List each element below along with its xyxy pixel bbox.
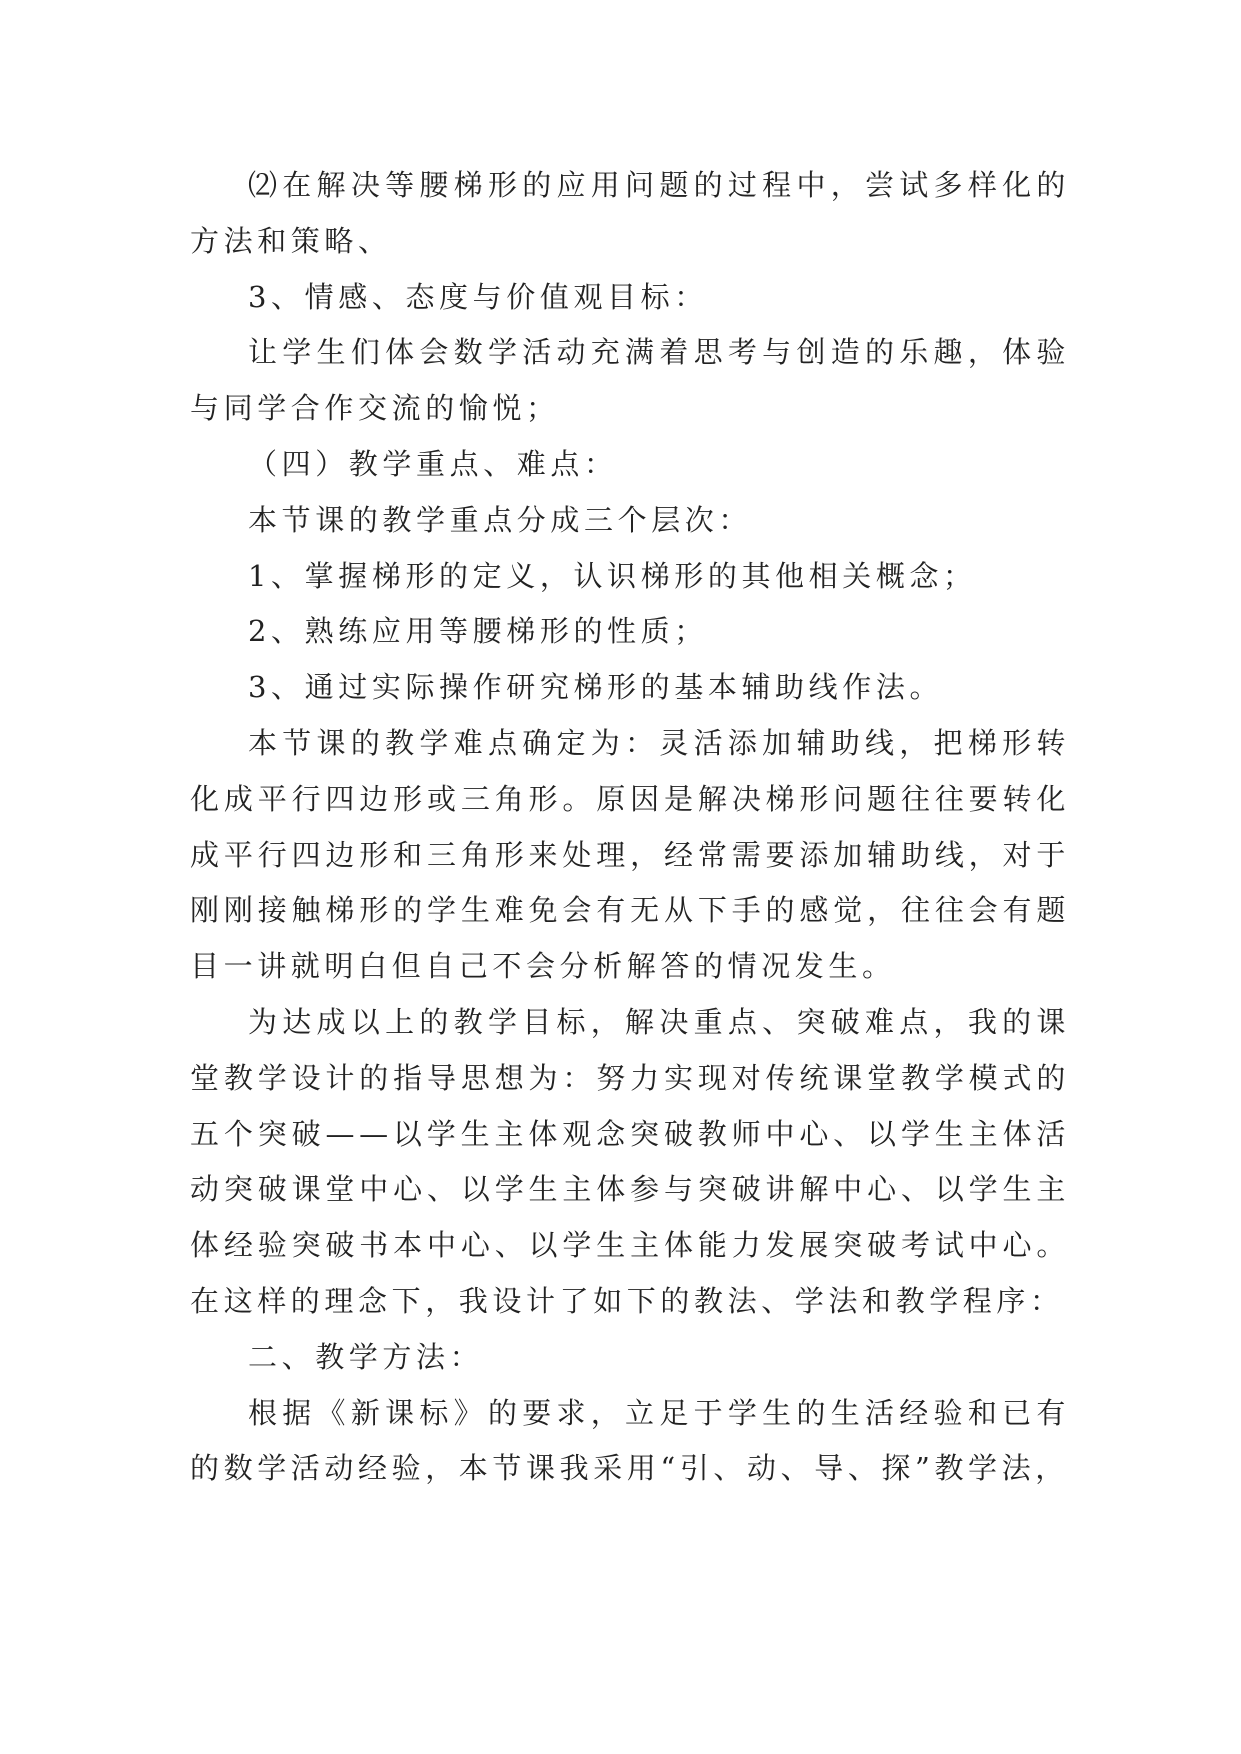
paragraph-key-point-3: 3、通过实际操作研究梯形的基本辅助线作法。: [248, 670, 944, 705]
paragraph-teaching-method-heading: 二、教学方法：: [248, 1339, 484, 1374]
paragraph-teaching-method: 根据《新课标》的要求，立足于学生的生活经验和已有的数学活动经验，本节课我采用“引、动、导、探”教学法，: [190, 1395, 1070, 1486]
paragraph-method-strategy: ⑵在解决等腰梯形的应用问题的过程中，尝试多样化的方法和策略、: [190, 168, 1070, 258]
document-body: [190, 158, 1070, 1497]
paragraph-key-point-2: 2、熟练应用等腰梯形的性质；: [248, 614, 708, 649]
paragraph-key-point-1: 1、掌握梯形的定义，认识梯形的其他相关概念；: [248, 558, 977, 593]
paragraph-guiding-idea: 为达成以上的教学目标，解决重点、突破难点，我的课堂教学设计的指导思想为：努力实现对传统课堂教学模式的五个突破——以学生主体观念突破教师中心、以学生主体活动突破课堂中心、以学生主体参与突破讲解中心、以学生主体经验突破书本中心、以学生主体能力发展突破考试中心。在这样的理念下，我设计了如下的教法、学法和教学程序：: [190, 1004, 1070, 1318]
paragraph-difficulty: 本节课的教学难点确定为：灵活添加辅助线，把梯形转化成平行四边形或三角形。原因是解决梯形问题往往要转化成平行四边形和三角形来处理，经常需要添加辅助线，对于刚刚接触梯形的学生难免会有无从下手的感觉，往往会有题目一讲就明白但自己不会分析解答的情况发生。: [190, 725, 1070, 984]
paragraph-emotion-goal: 让学生们体会数学活动充满着思考与创造的乐趣，体验与同学合作交流的愉悦；: [190, 335, 1070, 426]
paragraph-key-points-heading: （四）教学重点、难点：: [248, 446, 618, 481]
paragraph-key-points-intro: 本节课的教学重点分成三个层次：: [248, 502, 753, 537]
paragraph-emotion-goal-heading: 3、情感、态度与价值观目标：: [248, 279, 708, 314]
